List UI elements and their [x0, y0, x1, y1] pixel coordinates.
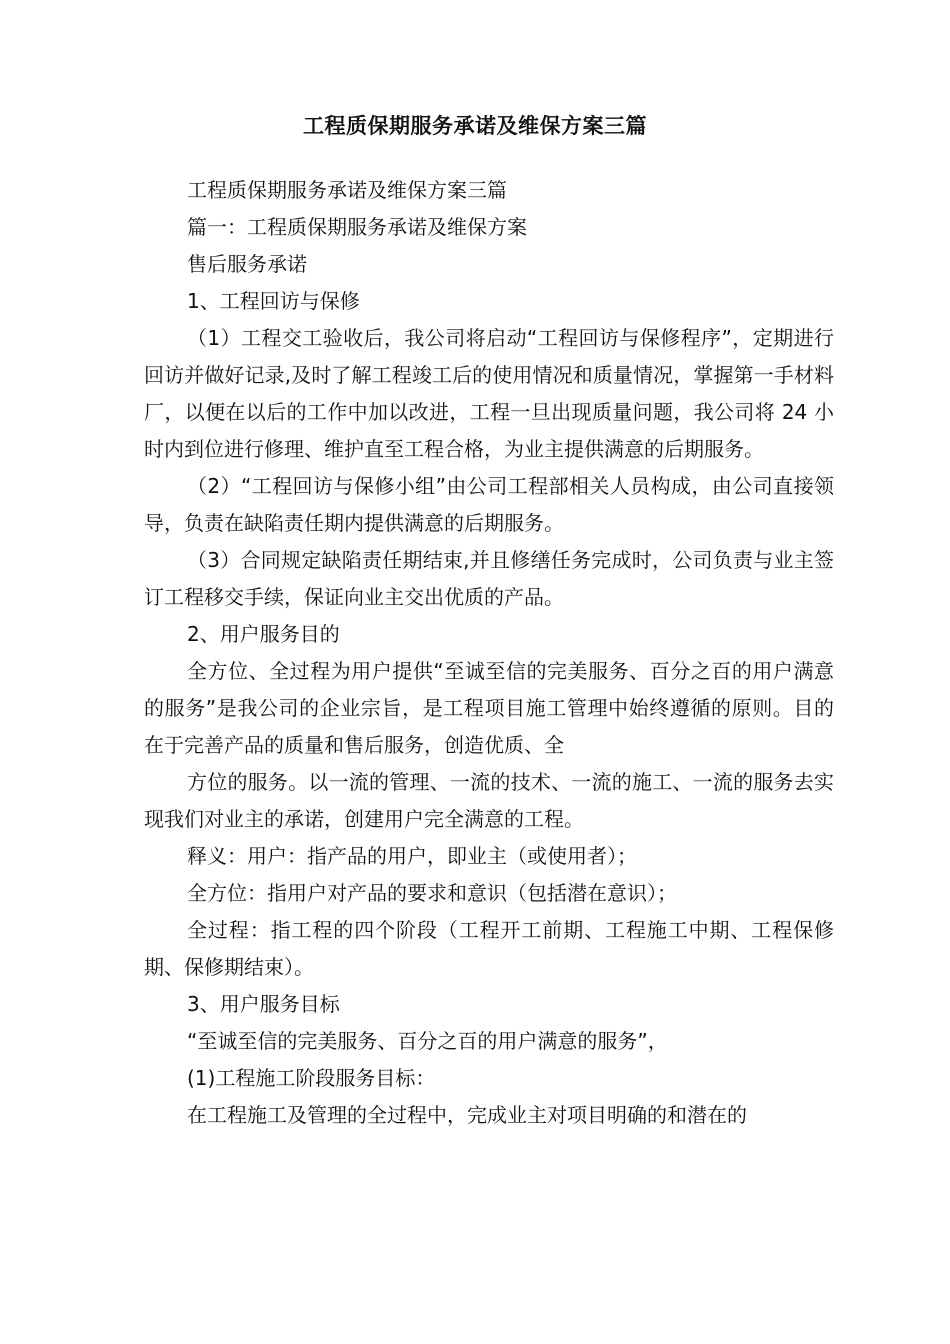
- paragraph: 全方位、全过程为用户提供“至诚至信的完美服务、百分之百的用户满意的服务”是我公司的企业宗旨，是工程项目施工管理中始终遵循的原则。目的在于完善产品的质量和售后服务，创造优质、全: [144, 659, 834, 757]
- document-title: 工程质保期服务承诺及维保方案三篇: [303, 114, 647, 138]
- paragraph-heading: 3、用户服务目标: [187, 992, 340, 1016]
- paragraph-heading: 售后服务承诺: [187, 252, 307, 276]
- paragraph: “至诚至信的完美服务、百分之百的用户满意的服务”，: [187, 1029, 668, 1053]
- paragraph-heading: 1、工程回访与保修: [187, 289, 360, 313]
- paragraph-subtitle: 工程质保期服务承诺及维保方案三篇: [187, 178, 507, 202]
- document-body: [144, 172, 834, 1134]
- paragraph: (1)工程施工阶段服务目标：: [187, 1066, 436, 1090]
- paragraph: 释义：用户：指产品的用户，即业主（或使用者）；: [187, 844, 637, 868]
- paragraph: 全方位：指用户对产品的要求和意识（包括潜在意识）；: [187, 881, 677, 905]
- paragraph: （2）“工程回访与保修小组”由公司工程部相关人员构成，由公司直接领导，负责在缺陷责任期内提供满意的后期服务。: [144, 474, 834, 535]
- paragraph: （1）工程交工验收后，我公司将启动“工程回访与保修程序”，定期进行回访并做好记录,及时了解工程竣工后的使用情况和质量情况，掌握第一手材料厂，以便在以后的工作中加以改进，工程一旦出现质量问题，我公司将 24 小时内到位进行修理、维护直至工程合格，为业主提供满意的后期服务。: [144, 326, 834, 461]
- paragraph-heading: 2、用户服务目的: [187, 622, 340, 646]
- paragraph: 方位的服务。以一流的管理、一流的技术、一流的施工、一流的服务去实现我们对业主的承诺，创建用户完全满意的工程。: [144, 770, 834, 831]
- paragraph-section-heading: 篇一：工程质保期服务承诺及维保方案: [187, 215, 527, 239]
- paragraph: 在工程施工及管理的全过程中，完成业主对项目明确的和潜在的: [187, 1103, 747, 1127]
- paragraph: （3）合同规定缺陷责任期结束,并且修缮任务完成时，公司负责与业主签订工程移交手续，保证向业主交出优质的产品。: [144, 548, 834, 609]
- paragraph: 全过程：指工程的四个阶段（工程开工前期、工程施工中期、工程保修期、保修期结束）。: [144, 918, 834, 979]
